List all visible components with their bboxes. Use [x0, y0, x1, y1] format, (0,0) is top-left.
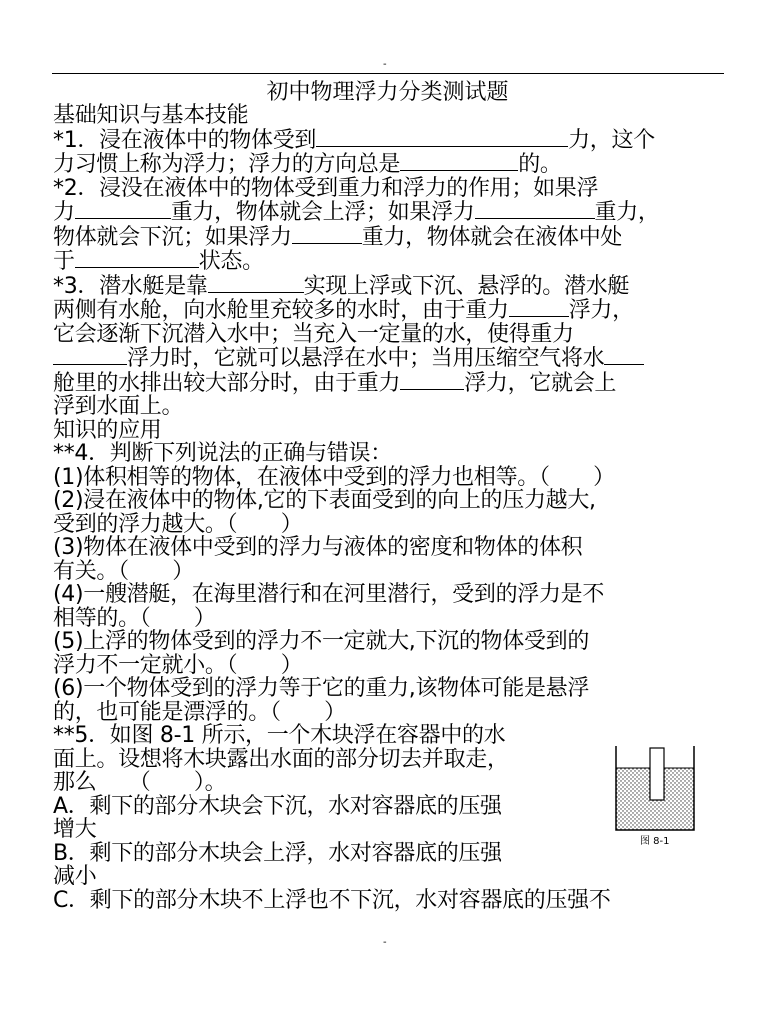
option-a: A．剩下的部分木块会下沉，水对容器底的压强: [53, 793, 502, 819]
figure-8-1: [612, 744, 700, 846]
text: 力习惯上称为浮力；浮力的方向总是: [53, 152, 401, 177]
answer-blank: [75, 200, 171, 219]
question-4-item: 浮力不一定就小。（ ）: [53, 652, 303, 678]
answer-blank: [316, 128, 568, 147]
question-5-stem: 那么 （ ）。: [53, 770, 227, 795]
option-c: C．剩下的部分木块不上浮也不下沉，水对容器底的压强不: [53, 887, 611, 913]
answer-blank: [400, 371, 464, 390]
answer-blank: [509, 298, 569, 317]
question-2-line: [53, 225, 765, 250]
text: 浮力时，它就可以悬浮在水中；当用压缩空气将水: [127, 346, 605, 371]
text: 重力，物体就会在液体中处: [361, 224, 623, 250]
question-3-line: [53, 298, 765, 323]
question-1-line: [53, 128, 765, 153]
question-4-item: (4)一艘潜艇，在海里潜行和在河里潜行，受到的浮力是不: [53, 582, 605, 607]
header-mark: -: [383, 59, 387, 70]
text: 实现上浮或下沉、悬浮的。潜水艇: [303, 273, 630, 299]
question-4-item: 的，也可能是漂浮的。（ ）: [53, 699, 346, 725]
answer-blank: [208, 274, 304, 293]
question-4-stem: **4．判断下列说法的正确与错误：: [53, 441, 392, 466]
answer-blank: [604, 346, 644, 365]
section-heading: 知识的应用: [53, 417, 162, 443]
text: 状态。: [198, 249, 264, 274]
question-4-item: (5)上浮的物体受到的浮力不一定就大,下沉的物体受到的: [53, 629, 590, 654]
text: 力: [53, 200, 75, 225]
question-4-item: (6)一个物体受到的浮力等于它的重力,该物体可能是悬浮: [53, 676, 590, 701]
question-4-item: (3)物体在液体中受到的浮力与液体的密度和物体的体积: [53, 535, 583, 560]
text: 浮力，: [568, 298, 634, 323]
text: 重力，: [594, 200, 660, 225]
question-5-stem: 面上。设想将木块露出水面的部分切去并取走，: [53, 746, 509, 772]
question-4-item: (2)浸在液体中的物体,它的下表面受到的向上的压力越大,: [53, 488, 596, 513]
header-rule: [52, 73, 724, 74]
question-4-item: 受到的浮力越大。（ ）: [53, 511, 303, 537]
answer-blank: [475, 200, 595, 219]
text: 力，这个: [568, 127, 655, 153]
answer-blank: [75, 249, 199, 268]
answer-blank: [292, 225, 362, 244]
question-3-line: [53, 274, 765, 299]
question-2-line: [53, 249, 765, 274]
question-4-item: 有关。（ ）: [53, 558, 194, 584]
footer-mark: -: [383, 937, 387, 948]
option-a-cont: 增大: [53, 817, 97, 842]
question-4-item: (1)体积相等的物体，在液体中受到的浮力也相等。（ ）: [53, 464, 615, 490]
text: 重力，物体就会上浮；如果浮力: [170, 200, 475, 225]
question-3-line: 它会逐渐下沉潜入水中；当充入一定量的水，使得重力: [53, 321, 574, 347]
text: 两侧有水舱，向水舱里充较多的水时，由于重力: [53, 298, 509, 323]
text: 于: [53, 249, 75, 274]
question-1-line: [53, 152, 765, 177]
question-5-stem: **5．如图 8-1 所示，一个木块浮在容器中的水: [53, 723, 506, 748]
option-b-cont: 减小: [53, 864, 97, 889]
option-b: B．剩下的部分木块会上浮，水对容器底的压强: [53, 840, 502, 866]
question-4-item: 相等的。（ ）: [53, 605, 216, 631]
text: *1．浸在液体中的物体受到: [53, 127, 317, 153]
question-3-line: 浮到水面上。: [53, 394, 184, 419]
section-heading: 基础知识与基本技能: [53, 103, 249, 128]
text: 浮力，它就会上: [464, 370, 617, 396]
answer-blank: [53, 346, 127, 365]
text: *3．潜水艇是靠: [53, 273, 208, 299]
figure-caption: 图 8-1: [640, 836, 670, 846]
container-diagram: [612, 744, 700, 846]
question-2-line: [53, 200, 765, 225]
question-3-line: [53, 346, 765, 371]
question-2-line: *2．浸没在液体中的物体受到重力和浮力的作用；如果浮: [53, 175, 599, 201]
text: 的。: [518, 152, 562, 177]
question-3-line: [53, 371, 765, 396]
wood-block: [650, 748, 664, 800]
answer-blank: [400, 152, 518, 171]
page-title: 初中物理浮力分类测试题: [266, 80, 509, 105]
text: 物体就会下沉；如果浮力: [53, 224, 292, 250]
text: 舱里的水排出较大部分时，由于重力: [53, 370, 401, 396]
